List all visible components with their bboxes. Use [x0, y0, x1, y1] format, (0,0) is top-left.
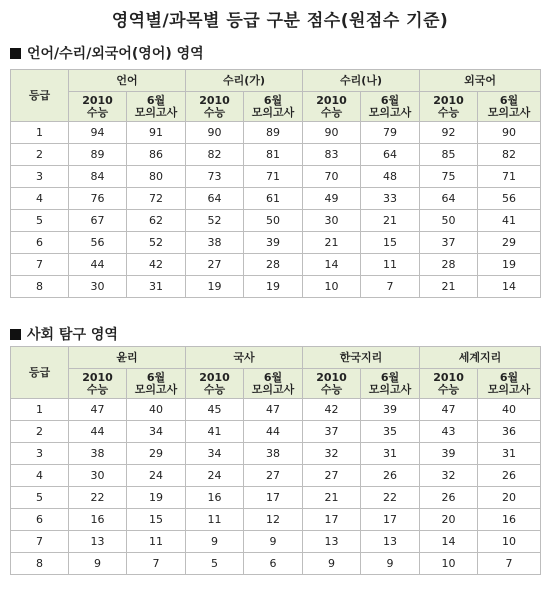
table-row: [11, 553, 541, 575]
score-cell: 41: [186, 421, 244, 443]
score-cell: 21: [303, 487, 361, 509]
grade-cell: 1: [11, 122, 69, 144]
grade-cell: 4: [11, 465, 69, 487]
score-cell: 26: [420, 487, 478, 509]
score-cell: 19: [186, 276, 244, 298]
score-cell: 71: [244, 166, 303, 188]
grade-cell: 5: [11, 487, 69, 509]
grade-cell: 4: [11, 188, 69, 210]
table-row: [11, 188, 541, 210]
score-cell: 13: [69, 531, 127, 553]
exam-header-line2: 수능: [320, 105, 343, 119]
exam-june-mock-header: [478, 369, 541, 399]
score-cell: 94: [69, 122, 127, 144]
score-cell: 31: [127, 276, 186, 298]
score-cell: 52: [127, 232, 186, 254]
exam-2010-csat-header: [69, 92, 127, 122]
score-cell: 42: [127, 254, 186, 276]
exam-2010-csat-header: [186, 92, 244, 122]
score-cell: 34: [186, 443, 244, 465]
score-cell: 11: [127, 531, 186, 553]
score-cell: 32: [303, 443, 361, 465]
subject-header: 국사: [186, 347, 303, 369]
exam-header-line2: 모의고사: [487, 382, 531, 396]
score-cell: 31: [361, 443, 420, 465]
square-bullet-icon: [10, 329, 21, 340]
score-cell: 9: [303, 553, 361, 575]
score-cell: 90: [186, 122, 244, 144]
score-cell: 28: [244, 254, 303, 276]
score-cell: 17: [303, 509, 361, 531]
score-cell: 89: [69, 144, 127, 166]
score-cell: 37: [420, 232, 478, 254]
score-cell: 30: [69, 465, 127, 487]
grade-cell: 7: [11, 254, 69, 276]
score-cell: 14: [303, 254, 361, 276]
score-cell: 90: [478, 122, 541, 144]
score-cell: 15: [361, 232, 420, 254]
score-cell: 5: [186, 553, 244, 575]
exam-header-line1: 6월: [499, 370, 519, 384]
score-cell: 9: [244, 531, 303, 553]
exam-june-mock-header: [361, 369, 420, 399]
score-cell: 44: [69, 421, 127, 443]
score-cell: 39: [244, 232, 303, 254]
score-cell: 12: [244, 509, 303, 531]
exam-header-line1: 2010: [82, 93, 113, 107]
score-cell: 70: [303, 166, 361, 188]
subject-header: 수리(나): [303, 70, 420, 92]
score-cell: 27: [303, 465, 361, 487]
grade-cell: 3: [11, 443, 69, 465]
score-cell: 67: [69, 210, 127, 232]
score-cell: 24: [127, 465, 186, 487]
score-cell: 19: [244, 276, 303, 298]
score-cell: 81: [244, 144, 303, 166]
grade-cell: 5: [11, 210, 69, 232]
score-cell: 61: [244, 188, 303, 210]
table-row: [11, 509, 541, 531]
score-cell: 92: [420, 122, 478, 144]
score-cell: 64: [361, 144, 420, 166]
exam-header-line1: 2010: [316, 370, 347, 384]
exam-header-line2: 모의고사: [134, 382, 178, 396]
score-cell: 91: [127, 122, 186, 144]
score-cell: 10: [303, 276, 361, 298]
score-cell: 15: [127, 509, 186, 531]
score-cell: 21: [420, 276, 478, 298]
exam-header-line1: 2010: [82, 370, 113, 384]
grade-cell: 6: [11, 509, 69, 531]
score-cell: 50: [420, 210, 478, 232]
grade-cell: 7: [11, 531, 69, 553]
subject-header: 세계지리: [420, 347, 541, 369]
table-row: [11, 144, 541, 166]
score-cell: 83: [303, 144, 361, 166]
score-cell: 17: [244, 487, 303, 509]
exam-header-line1: 2010: [316, 93, 347, 107]
score-cell: 82: [186, 144, 244, 166]
score-cell: 45: [186, 399, 244, 421]
score-cell: 11: [361, 254, 420, 276]
score-cell: 29: [478, 232, 541, 254]
exam-header-line1: 6월: [499, 93, 519, 107]
score-cell: 47: [420, 399, 478, 421]
score-cell: 19: [478, 254, 541, 276]
score-cell: 7: [478, 553, 541, 575]
exam-2010-csat-header: [303, 369, 361, 399]
score-cell: 49: [303, 188, 361, 210]
score-cell: 32: [420, 465, 478, 487]
score-cell: 56: [69, 232, 127, 254]
grade-cell: 2: [11, 144, 69, 166]
exam-header-line1: 2010: [433, 370, 464, 384]
score-cell: 39: [361, 399, 420, 421]
score-cell: 80: [127, 166, 186, 188]
subject-header: 외국어: [420, 70, 541, 92]
score-cell: 29: [127, 443, 186, 465]
score-cell: 27: [186, 254, 244, 276]
score-cell: 43: [420, 421, 478, 443]
score-cell: 38: [244, 443, 303, 465]
score-cell: 30: [303, 210, 361, 232]
table-row: [11, 487, 541, 509]
score-cell: 40: [478, 399, 541, 421]
exam-june-mock-header: [127, 369, 186, 399]
section-heading-1: [10, 43, 204, 63]
section-heading-text: 사회 탐구 영역: [27, 327, 118, 343]
score-cell: 24: [186, 465, 244, 487]
exam-header-line1: 6월: [263, 370, 283, 384]
table-row: [11, 465, 541, 487]
score-cell: 35: [361, 421, 420, 443]
exam-june-mock-header: [478, 92, 541, 122]
score-cell: 41: [478, 210, 541, 232]
score-cell: 72: [127, 188, 186, 210]
subject-header: 언어: [69, 70, 186, 92]
score-cell: 38: [69, 443, 127, 465]
score-cell: 34: [127, 421, 186, 443]
exam-header-line2: 모의고사: [368, 382, 412, 396]
subject-header-row: [11, 347, 541, 369]
subject-header: 한국지리: [303, 347, 420, 369]
score-cell: 82: [478, 144, 541, 166]
grade-column-header: 등급: [11, 70, 69, 122]
subject-header-row: [11, 70, 541, 92]
grade-column-header: 등급: [11, 347, 69, 399]
square-bullet-icon: [10, 48, 21, 59]
score-cell: 17: [361, 509, 420, 531]
score-cell: 76: [69, 188, 127, 210]
table-row: [11, 232, 541, 254]
exam-header-line1: 6월: [380, 370, 400, 384]
exam-header-line1: 6월: [146, 93, 166, 107]
score-cell: 37: [303, 421, 361, 443]
exam-header-line2: 모의고사: [251, 105, 295, 119]
exam-june-mock-header: [244, 369, 303, 399]
score-cell: 75: [420, 166, 478, 188]
table-row: [11, 210, 541, 232]
exam-2010-csat-header: [69, 369, 127, 399]
score-cell: 10: [478, 531, 541, 553]
score-cell: 7: [127, 553, 186, 575]
exam-header-line2: 수능: [437, 105, 460, 119]
exam-header-line1: 2010: [199, 93, 230, 107]
score-cell: 9: [186, 531, 244, 553]
page-title: 영역별/과목별 등급 구분 점수(원점수 기준): [111, 11, 449, 31]
score-cell: 31: [478, 443, 541, 465]
grade-cell: 8: [11, 276, 69, 298]
exam-header-line1: 2010: [433, 93, 464, 107]
score-cell: 36: [478, 421, 541, 443]
grade-cell: 8: [11, 553, 69, 575]
score-cell: 16: [69, 509, 127, 531]
exam-header-line1: 6월: [146, 370, 166, 384]
table-row: [11, 531, 541, 553]
score-cell: 56: [478, 188, 541, 210]
table-row: [11, 166, 541, 188]
score-cell: 84: [69, 166, 127, 188]
exam-2010-csat-header: [420, 92, 478, 122]
exam-june-mock-header: [361, 92, 420, 122]
score-cell: 26: [478, 465, 541, 487]
score-cell: 27: [244, 465, 303, 487]
score-cell: 20: [420, 509, 478, 531]
score-cell: 13: [361, 531, 420, 553]
exam-header-line1: 2010: [199, 370, 230, 384]
score-cell: 7: [361, 276, 420, 298]
score-cell: 62: [127, 210, 186, 232]
score-cell: 64: [420, 188, 478, 210]
exam-header-line2: 모의고사: [487, 105, 531, 119]
score-cell: 13: [303, 531, 361, 553]
grade-cell: 1: [11, 399, 69, 421]
subject-header: 윤리: [69, 347, 186, 369]
exam-2010-csat-header: [303, 92, 361, 122]
score-cell: 52: [186, 210, 244, 232]
grade-cell: 2: [11, 421, 69, 443]
score-cell: 28: [420, 254, 478, 276]
table-row: [11, 443, 541, 465]
score-cell: 33: [361, 188, 420, 210]
score-cell: 39: [420, 443, 478, 465]
score-cell: 20: [478, 487, 541, 509]
score-cell: 47: [244, 399, 303, 421]
score-cell: 22: [69, 487, 127, 509]
score-cell: 42: [303, 399, 361, 421]
score-cell: 73: [186, 166, 244, 188]
score-cell: 26: [361, 465, 420, 487]
score-cell: 79: [361, 122, 420, 144]
score-cell: 14: [420, 531, 478, 553]
score-cell: 21: [303, 232, 361, 254]
score-cell: 71: [478, 166, 541, 188]
exam-header-line2: 모의고사: [134, 105, 178, 119]
score-cell: 38: [186, 232, 244, 254]
grade-table-social-studies: [10, 346, 541, 575]
score-cell: 86: [127, 144, 186, 166]
score-cell: 6: [244, 553, 303, 575]
score-cell: 48: [361, 166, 420, 188]
score-cell: 89: [244, 122, 303, 144]
score-cell: 22: [361, 487, 420, 509]
exam-june-mock-header: [244, 92, 303, 122]
score-cell: 9: [69, 553, 127, 575]
exam-header-line2: 수능: [203, 382, 226, 396]
score-cell: 64: [186, 188, 244, 210]
exam-header-row: [11, 369, 541, 399]
score-cell: 40: [127, 399, 186, 421]
exam-header-line2: 모의고사: [368, 105, 412, 119]
score-cell: 30: [69, 276, 127, 298]
table-row: [11, 254, 541, 276]
exam-header-line2: 수능: [203, 105, 226, 119]
score-cell: 21: [361, 210, 420, 232]
score-cell: 11: [186, 509, 244, 531]
score-cell: 10: [420, 553, 478, 575]
grade-cell: 3: [11, 166, 69, 188]
exam-header-line2: 수능: [86, 105, 109, 119]
score-cell: 16: [478, 509, 541, 531]
exam-header-line2: 모의고사: [251, 382, 295, 396]
table-row: [11, 122, 541, 144]
table-row: [11, 399, 541, 421]
exam-header-line1: 6월: [263, 93, 283, 107]
exam-header-line2: 수능: [320, 382, 343, 396]
table-row: [11, 276, 541, 298]
score-cell: 44: [244, 421, 303, 443]
exam-header-line2: 수능: [437, 382, 460, 396]
section-heading-text: 언어/수리/외국어(영어) 영역: [27, 46, 204, 62]
score-cell: 47: [69, 399, 127, 421]
score-cell: 9: [361, 553, 420, 575]
subject-header: 수리(가): [186, 70, 303, 92]
score-cell: 14: [478, 276, 541, 298]
score-cell: 16: [186, 487, 244, 509]
grade-table-language-math-english: [10, 69, 541, 298]
exam-header-line2: 수능: [86, 382, 109, 396]
exam-2010-csat-header: [186, 369, 244, 399]
score-cell: 19: [127, 487, 186, 509]
score-cell: 50: [244, 210, 303, 232]
score-cell: 90: [303, 122, 361, 144]
score-cell: 44: [69, 254, 127, 276]
table-row: [11, 421, 541, 443]
exam-june-mock-header: [127, 92, 186, 122]
score-cell: 85: [420, 144, 478, 166]
exam-header-line1: 6월: [380, 93, 400, 107]
exam-header-row: [11, 92, 541, 122]
section-heading-2: [10, 324, 118, 344]
grade-cell: 6: [11, 232, 69, 254]
exam-2010-csat-header: [420, 369, 478, 399]
